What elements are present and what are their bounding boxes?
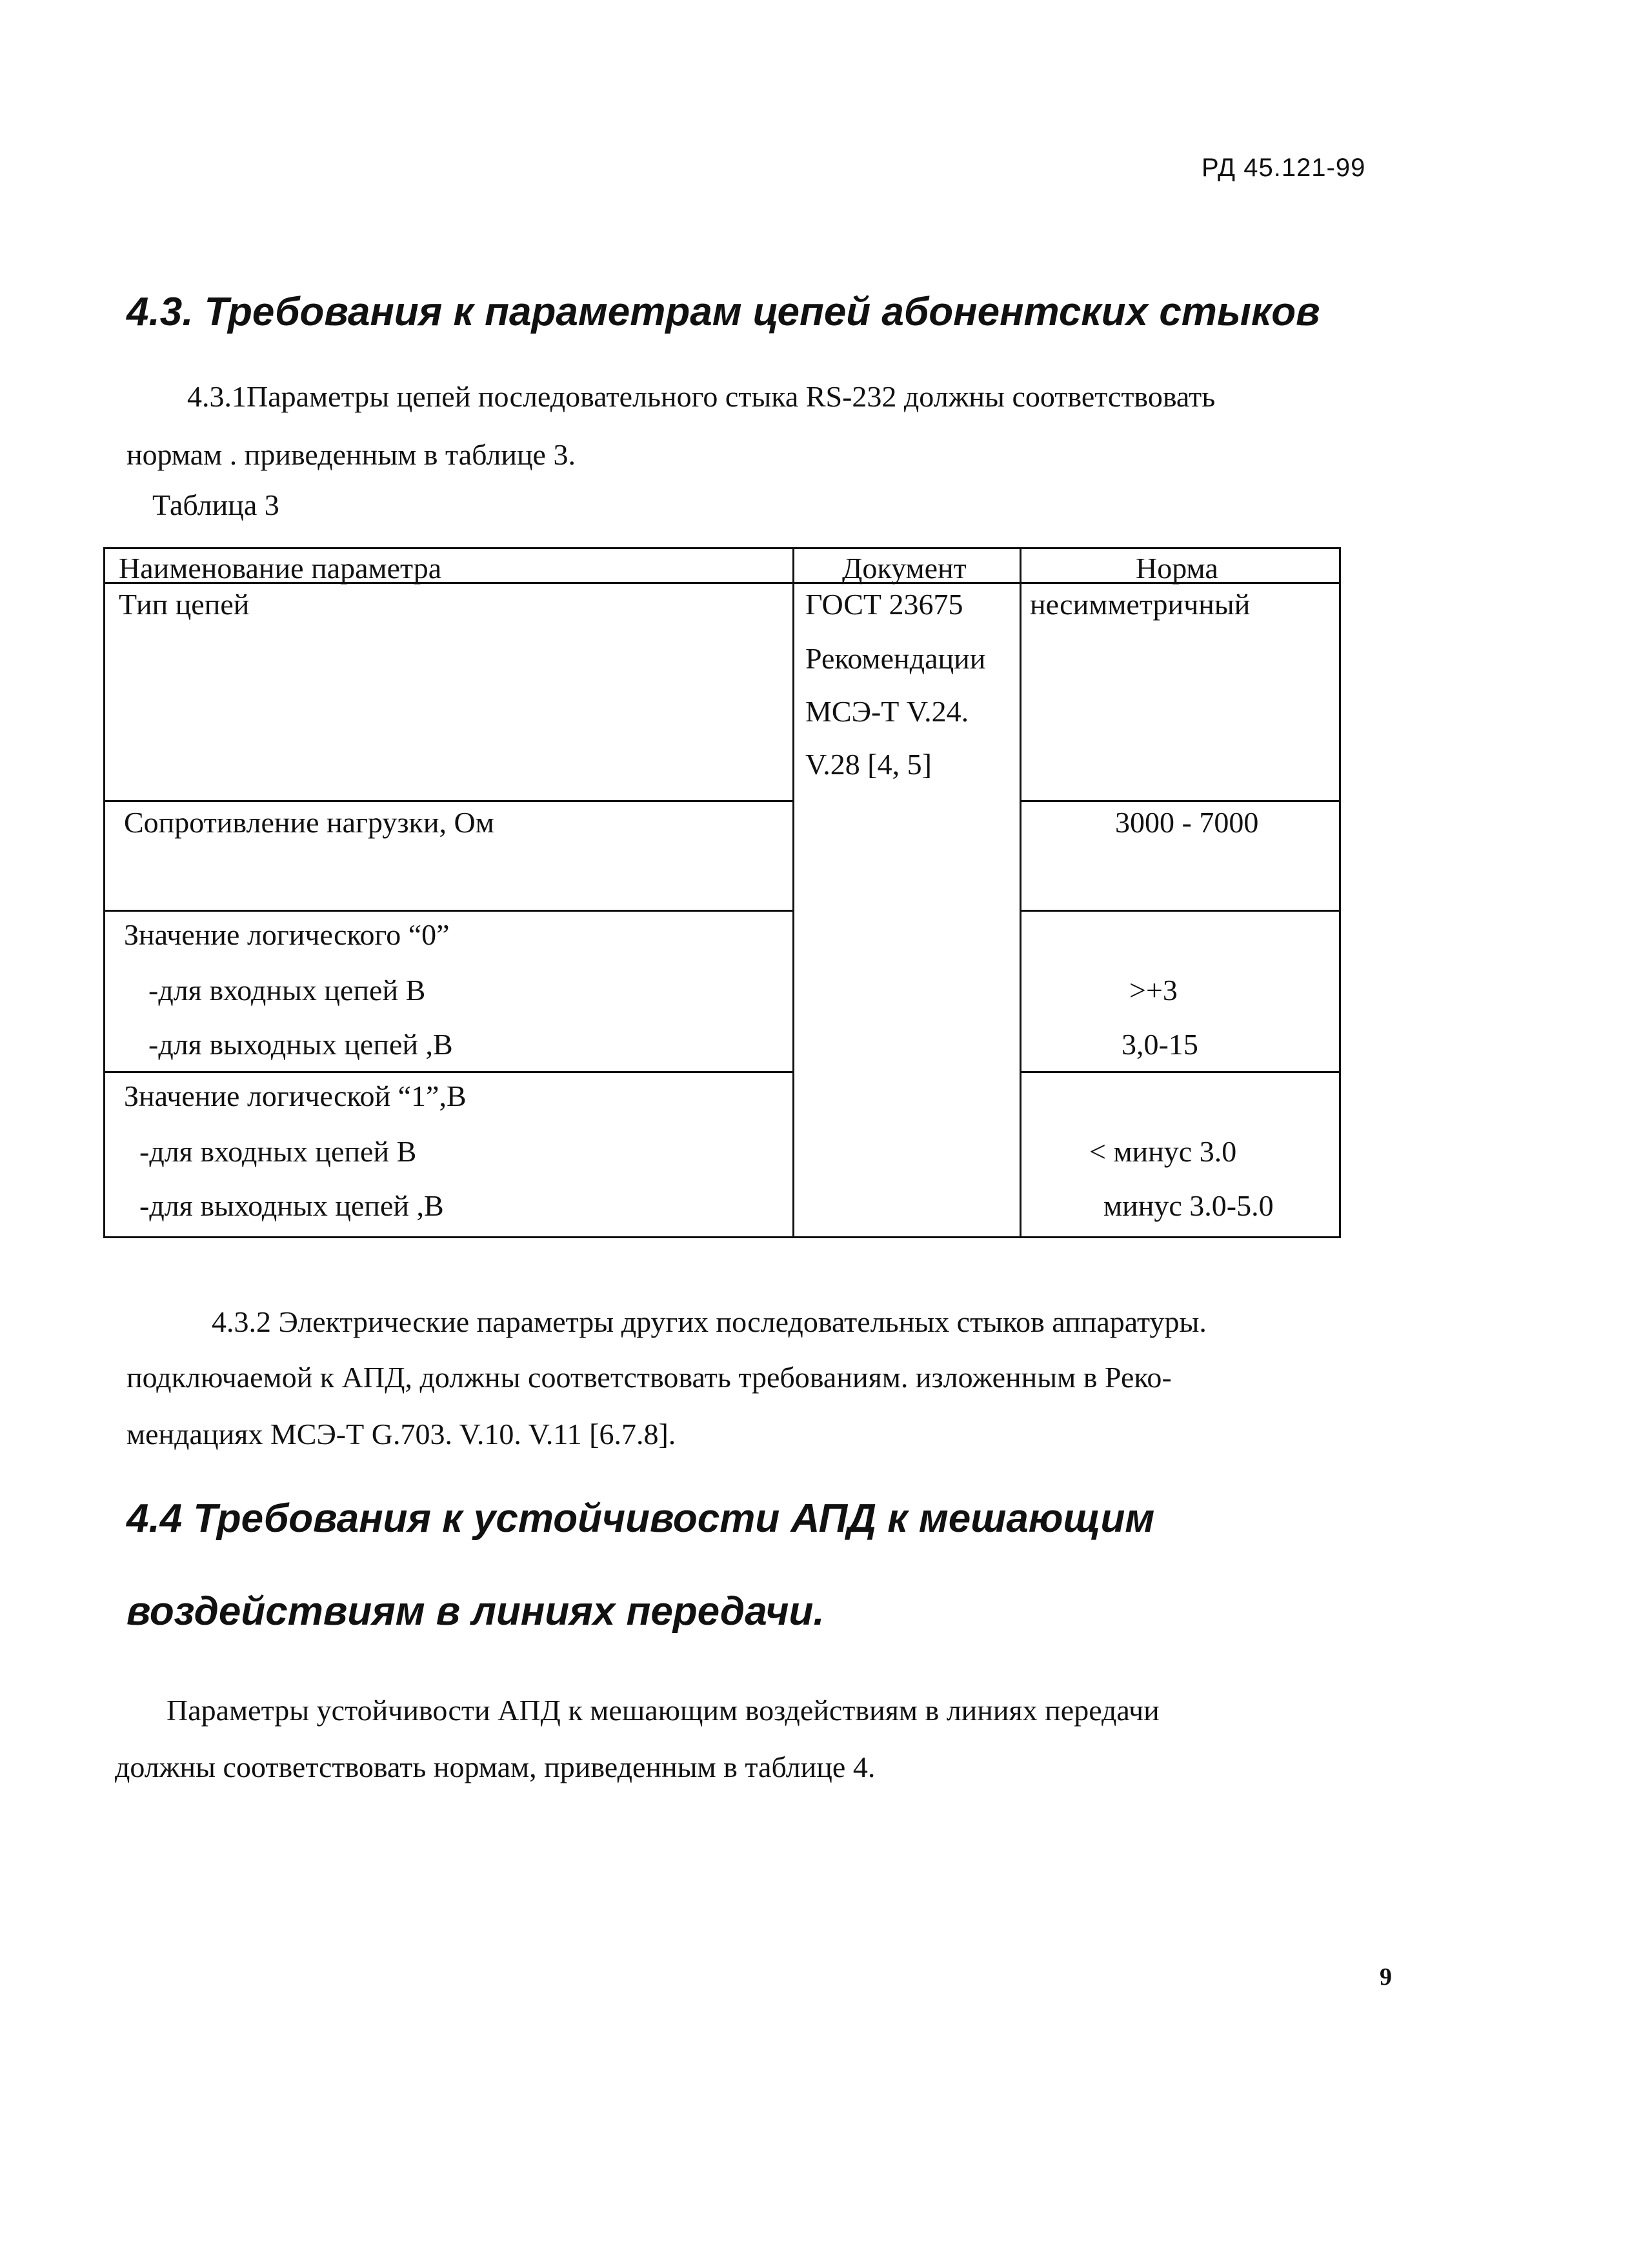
paragraph-4-3-2-line-2: подключаемой к АПД, должны соответствовать требованиям. изложенным в Реко- xyxy=(126,1361,1172,1394)
table-caption: Таблица 3 xyxy=(152,488,279,521)
row-4-parameter: Значение логической “1”,В xyxy=(124,1079,467,1112)
row-2-parameter: Сопротивление нагрузки, Ом xyxy=(124,806,494,839)
row-4-norm-input: < минус 3.0 xyxy=(1089,1135,1237,1168)
paragraph-4-4-line-2: должны соответствовать нормам, приведенным в таблице 4. xyxy=(115,1751,876,1783)
row-3-sub-input: -для входных цепей В xyxy=(148,974,426,1007)
row-1-norm: несимметричный xyxy=(1030,588,1251,621)
paragraph-4-3-2-line-1: 4.3.2 Электрические параметры других последовательных стыков аппаратуры. xyxy=(212,1305,1207,1338)
row-4-norm-output: минус 3.0-5.0 xyxy=(1103,1189,1274,1222)
paragraph-4-3-1-line-1: 4.3.1Параметры цепей последовательного стыка RS-232 должны соответствовать xyxy=(187,380,1216,413)
section-4-4-heading-line-1: 4.4 Требования к устойчивости АПД к мешающим xyxy=(126,1496,1155,1541)
paragraph-4-3-2-line-3: мендациях МСЭ-Т G.703. V.10. V.11 [6.7.8]. xyxy=(126,1418,676,1450)
table-header-document: Документ xyxy=(842,552,967,585)
row-4-sub-input: -для входных цепей В xyxy=(139,1135,417,1168)
document-line-1: ГОСТ 23675 xyxy=(805,588,963,621)
table-header-parameter: Наименование параметра xyxy=(119,552,442,585)
row-3-norm-input: >+3 xyxy=(1129,974,1178,1007)
row-2-norm: 3000 - 7000 xyxy=(1115,806,1259,839)
section-4-4-heading-line-2: воздействиям в линиях передачи. xyxy=(126,1589,825,1634)
row-3-sub-output: -для выходных цепей ,В xyxy=(148,1028,453,1061)
parameters-table xyxy=(103,547,1341,1239)
page-number: 9 xyxy=(1380,1963,1392,1991)
row-3-norm-output: 3,0-15 xyxy=(1122,1028,1198,1061)
document-line-3: МСЭ-Т V.24. xyxy=(805,695,969,728)
paragraph-4-3-1-line-2: нормам . приведенным в таблице 3. xyxy=(126,438,576,471)
section-4-3-heading: 4.3. Требования к параметрам цепей абонентских стыков xyxy=(126,290,1320,334)
paragraph-4-4-line-1: Параметры устойчивости АПД к мешающим воздействиям в линиях передачи xyxy=(166,1694,1160,1727)
row-4-sub-output: -для выходных цепей ,В xyxy=(139,1189,444,1222)
document-line-4: V.28 [4, 5] xyxy=(805,748,932,781)
row-3-parameter: Значение логического “0” xyxy=(124,918,450,951)
table-header-norm: Норма xyxy=(1136,552,1218,585)
row-1-parameter: Тип цепей xyxy=(119,588,250,621)
document-line-2: Рекомендации xyxy=(805,642,986,675)
document-code: РД 45.121-99 xyxy=(1202,154,1366,182)
